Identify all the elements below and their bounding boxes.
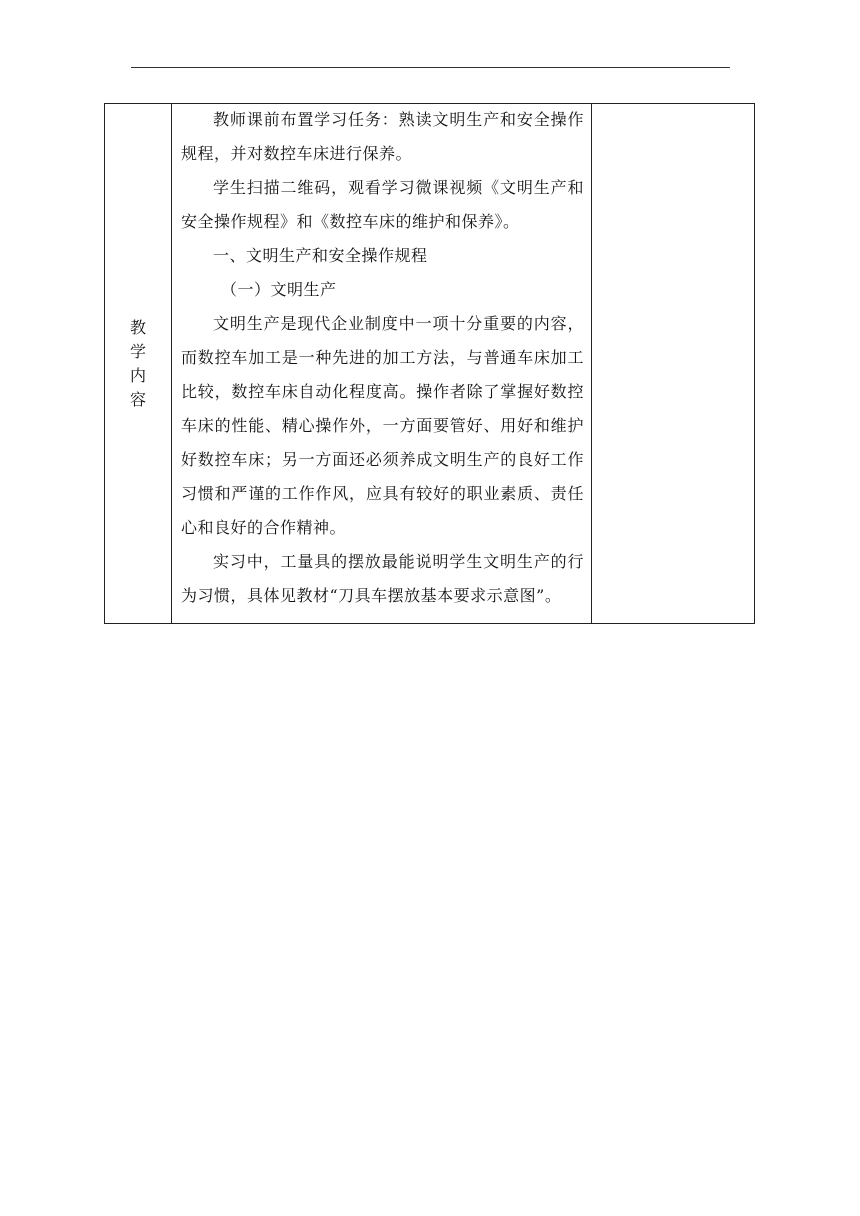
row-label: 教学内容 (130, 317, 147, 409)
paragraph-tool-placement: 实习中，工量具的摆放最能说明学生文明生产的行为习惯，具体见教材“刀具车摆放基本要求示意图”。 (181, 552, 584, 605)
lesson-table (104, 103, 755, 624)
content-body (172, 103, 591, 613)
header-rule (131, 67, 730, 68)
paragraph-task: 教师课前布置学习任务：熟读文明生产和安全操作规程，并对数控车床进行保养。 (181, 110, 584, 163)
subsection-heading: （一）文明生产 (221, 280, 337, 299)
section-heading: 一、文明生产和安全操作规程 (213, 246, 428, 265)
notes-cell (592, 104, 755, 624)
label-cell (105, 104, 172, 624)
table-row (105, 104, 755, 624)
paragraph-civilized-production: 文明生产是现代企业制度中一项十分重要的内容，而数控车加工是一种先进的加工方法，与普通车床加工比较，数控车床自动化程度高。操作者除了掌握好数控车床的性能、精心操作外，一方面要管好、用好和维护好数控车床；另一方面还必须养成文明生产的良好工作习惯和严谨的工作作风，应具有较好的职业素质、责任心和良好的合作精神。 (181, 314, 584, 537)
content-cell (172, 104, 592, 624)
paragraph-qr: 学生扫描二维码，观看学习微课视频《文明生产和安全操作规程》和《数控车床的维护和保养》。 (181, 178, 584, 231)
